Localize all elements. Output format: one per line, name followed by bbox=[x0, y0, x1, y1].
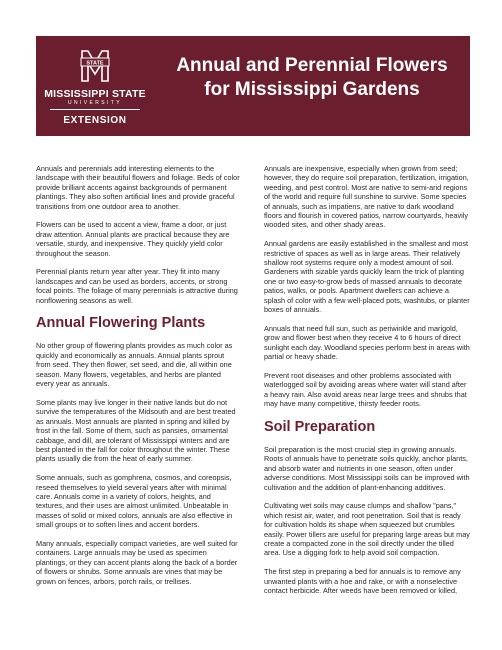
msu-m-logo-icon bbox=[80, 47, 110, 83]
body-paragraph: Some plants may live longer in their native lands but do not survive the temperatures of the Midsouth and are best treated as annuals. Most annuals are planted in spring and killed by frost in the fall. Some of them, such as pansies, ornamental cabbage, and dill, are tolerant of Mississippi winters and are best planted in the fall for color throughout the winter. These plants usually die from the heat of early summer. bbox=[36, 397, 236, 464]
body-paragraph: No other group of flowering plants provides as much color as quickly and economically as annuals. Annual plants sprout from seed. They then flower, set seed, and die, all within one season. Many flowers, vegetables, and herbs are planted every year as annuals. bbox=[36, 341, 233, 389]
section-heading-annual-flowering-plants: Annual Flowering Plants bbox=[36, 315, 206, 332]
body-paragraph: Annuals that need full sun, such as periwinkle and marigold, grow and flower best when they receive 4 to 6 hours of direct sunlight each day. Woodland species perform best in areas with partial or heavy shade. bbox=[264, 323, 470, 362]
intro-paragraph: Perennial plants return year after year. They fit into many landscapes and can be used as borders, accents, or strong focal points. The foliage of many perennials is attractive during nonflowering seasons as well. bbox=[36, 267, 238, 305]
left-column bbox=[36, 164, 240, 595]
section-heading-soil-preparation: Soil Preparation bbox=[264, 418, 376, 435]
body-paragraph: Some annuals, such as gomphrena, cosmos, and coreopsis, reseed themselves to yield several years after with minimal care. Annuals come in a variety of colors, heights, and textures, and their uses are almost unlimited. Unbeatable in masses of solid or mixed colors, annuals are also effective in small groups or to soften lines and accent borders. bbox=[36, 473, 233, 530]
body-paragraph: Cultivating wet soils may cause clumps and shallow "pans," which resist air, water, and root penetration. Soil that is ready for cultivation holds its shape when squeezed but crumbles easily. Power tillers are useful for preparing large areas but may create a compacted zone in the soil directly under the tilled area. Use a digging fork to help avoid soil compaction. bbox=[264, 501, 470, 558]
title-line-1: Annual and Perennial Flowers bbox=[176, 55, 448, 76]
logo-badge-text: STATE bbox=[86, 60, 104, 67]
logo-university-subtitle: UNIVERSITY bbox=[67, 100, 122, 106]
logo-division: EXTENSION bbox=[63, 115, 127, 126]
logo-divider bbox=[50, 109, 140, 110]
header-banner bbox=[36, 36, 470, 136]
right-column bbox=[264, 164, 470, 605]
body-paragraph: Prevent root diseases and other problems associated with waterlogged soil by avoiding areas where water will stand after a heavy rain. Also avoid areas near large trees and shrubs that may have many competitive, thirsty feeder roots. bbox=[264, 370, 467, 409]
intro-paragraph: Flowers can be used to accent a view, frame a door, or just draw attention. Annual plants are practical because they are versatile, sturdy, and inexpensive. They quickly yield color throughout the season. bbox=[36, 220, 230, 258]
document-title bbox=[164, 54, 460, 102]
title-line-2: for Mississippi Gardens bbox=[204, 79, 420, 100]
logo-university-name: MISSISSIPPI STATE bbox=[44, 88, 146, 100]
body-paragraph: Annuals are inexpensive, especially when grown from seed; however, they do require soil preparation, fertilization, irrigation, weeding, and pest control. Most are native to semi-arid regions of the world and require full sunshine to survive. Some species of annuals, such as impatiens, are native to dark woodland floors and flourish in covered patios, narrow courtyards, heavily wooded sites, and other shady areas. bbox=[264, 164, 469, 230]
intro-paragraph: Annuals and perennials add interesting elements to the landscape with their beautiful flowers and foliage. Beds of color provide brilliant accents against backgrounds of permanent plantings. They also soften artificial lines and provide graceful transitions from one outdoor area to another. bbox=[36, 164, 240, 211]
body-paragraph: The first step in preparing a bed for annuals is to remove any unwanted plants with a hoe and rake, or with a nonselective contact herbicide. After weeds have been removed or killed, bbox=[264, 567, 461, 595]
body-paragraph: Many annuals, especially compact varieties, are well suited for containers. Large annuals may be used as specimen plantings, or they can accent plants along the back of a border of flowers or shrubs. Some annuals are vines that may be grown on fences, arbors, porch rails, or trellises. bbox=[36, 538, 238, 586]
body-paragraph: Soil preparation is the most crucial step in growing annuals. Roots of annuals have to penetrate soils quickly, anchor plants, and absorb water and nutrients in one season, often under adverse conditions. Most Mississippi soils can be improved with cultivation and the addition of plant-enhancing additives. bbox=[264, 444, 470, 492]
body-paragraph: Annual gardens are easily established in the smallest and most restrictive of spaces as well as in large areas. Their relatively shallow root systems require only a modest amount of soil. Gardeners with sizable yards quickly learn the trick of planting one or two easy-to-grow beds of massed annuals to decorate patios, walks, or pools. Apartment dwellers can achieve a splash of color with a few well-placed pots, washtubs, or planter boxes of annuals. bbox=[264, 239, 470, 315]
msu-extension-logo bbox=[36, 36, 154, 136]
